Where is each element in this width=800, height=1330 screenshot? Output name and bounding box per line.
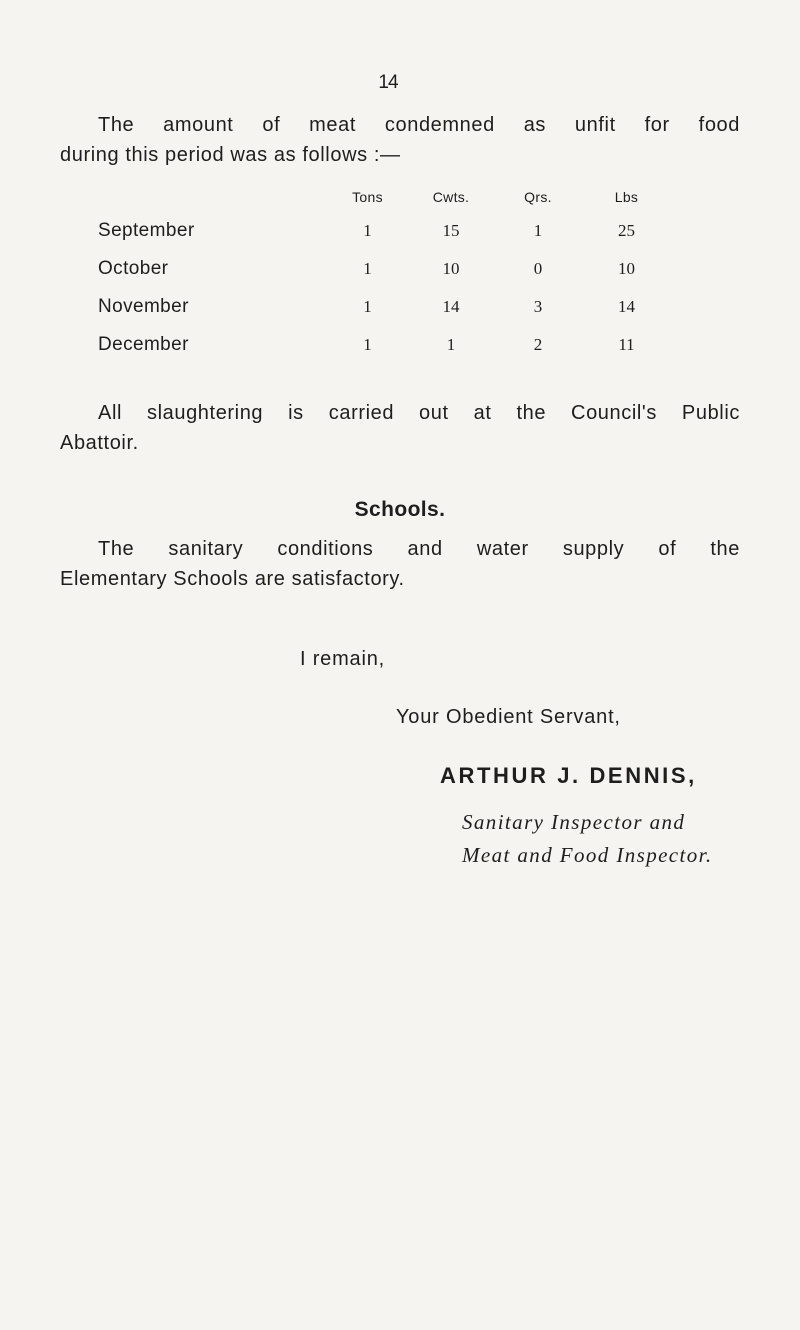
cell-qrs: 1 (533, 221, 543, 240)
cell-qrs: 0 (533, 259, 543, 278)
table-row (98, 212, 674, 250)
schools-heading: Schools. (354, 498, 446, 521)
cell-qrs: 3 (533, 297, 543, 316)
cell-cwts: 1 (446, 335, 456, 354)
schools-line-2: Elementary Schools are satisfactory. (60, 568, 405, 590)
row-month: December (98, 334, 189, 355)
header-cwts: Cwts. (432, 189, 470, 205)
closing-servant: Your Obedient Servant, (396, 706, 621, 728)
header-lbs: Lbs (614, 189, 639, 205)
signatory-name: ARTHUR J. DENNIS, (440, 763, 697, 788)
cell-qrs: 2 (533, 335, 543, 354)
cell-tons: 1 (363, 297, 372, 316)
slaughter-paragraph (60, 398, 740, 458)
closing-remain: I remain, (300, 648, 386, 670)
intro-paragraph (60, 110, 740, 170)
condemned-meat-table (98, 188, 674, 364)
cell-lbs: 14 (618, 297, 635, 316)
cell-tons: 1 (363, 259, 372, 278)
page-number: 14 (378, 72, 398, 93)
cell-lbs: 25 (618, 221, 635, 240)
header-tons: Tons (352, 189, 383, 205)
cell-tons: 1 (363, 335, 372, 354)
schools-paragraph (60, 534, 740, 594)
table-header-row (98, 188, 674, 212)
cell-cwts: 14 (442, 297, 460, 316)
cell-lbs: 11 (618, 335, 635, 354)
table-row (98, 250, 674, 288)
schools-line-1: The sanitary conditions and water supply of the (98, 538, 740, 560)
cell-cwts: 15 (442, 221, 460, 240)
cell-lbs: 10 (618, 259, 635, 278)
signatory-title-line-1: Sanitary Inspector and (462, 810, 686, 834)
table-row (98, 326, 674, 364)
cell-tons: 1 (363, 221, 372, 240)
intro-line-2: during this period was as follows :— (60, 144, 401, 166)
cell-cwts: 10 (442, 259, 460, 278)
slaughter-line-1: All slaughtering is carried out at the Council's Public (98, 402, 740, 424)
row-month: October (98, 258, 169, 279)
header-qrs: Qrs. (524, 189, 552, 205)
slaughter-line-2: Abattoir. (60, 432, 139, 454)
intro-line-1: The amount of meat condemned as unfit for food (98, 114, 740, 136)
row-month: September (98, 220, 195, 241)
signatory-title-line-2: Meat and Food Inspector. (462, 843, 713, 867)
row-month: November (98, 296, 189, 317)
table-row (98, 288, 674, 326)
